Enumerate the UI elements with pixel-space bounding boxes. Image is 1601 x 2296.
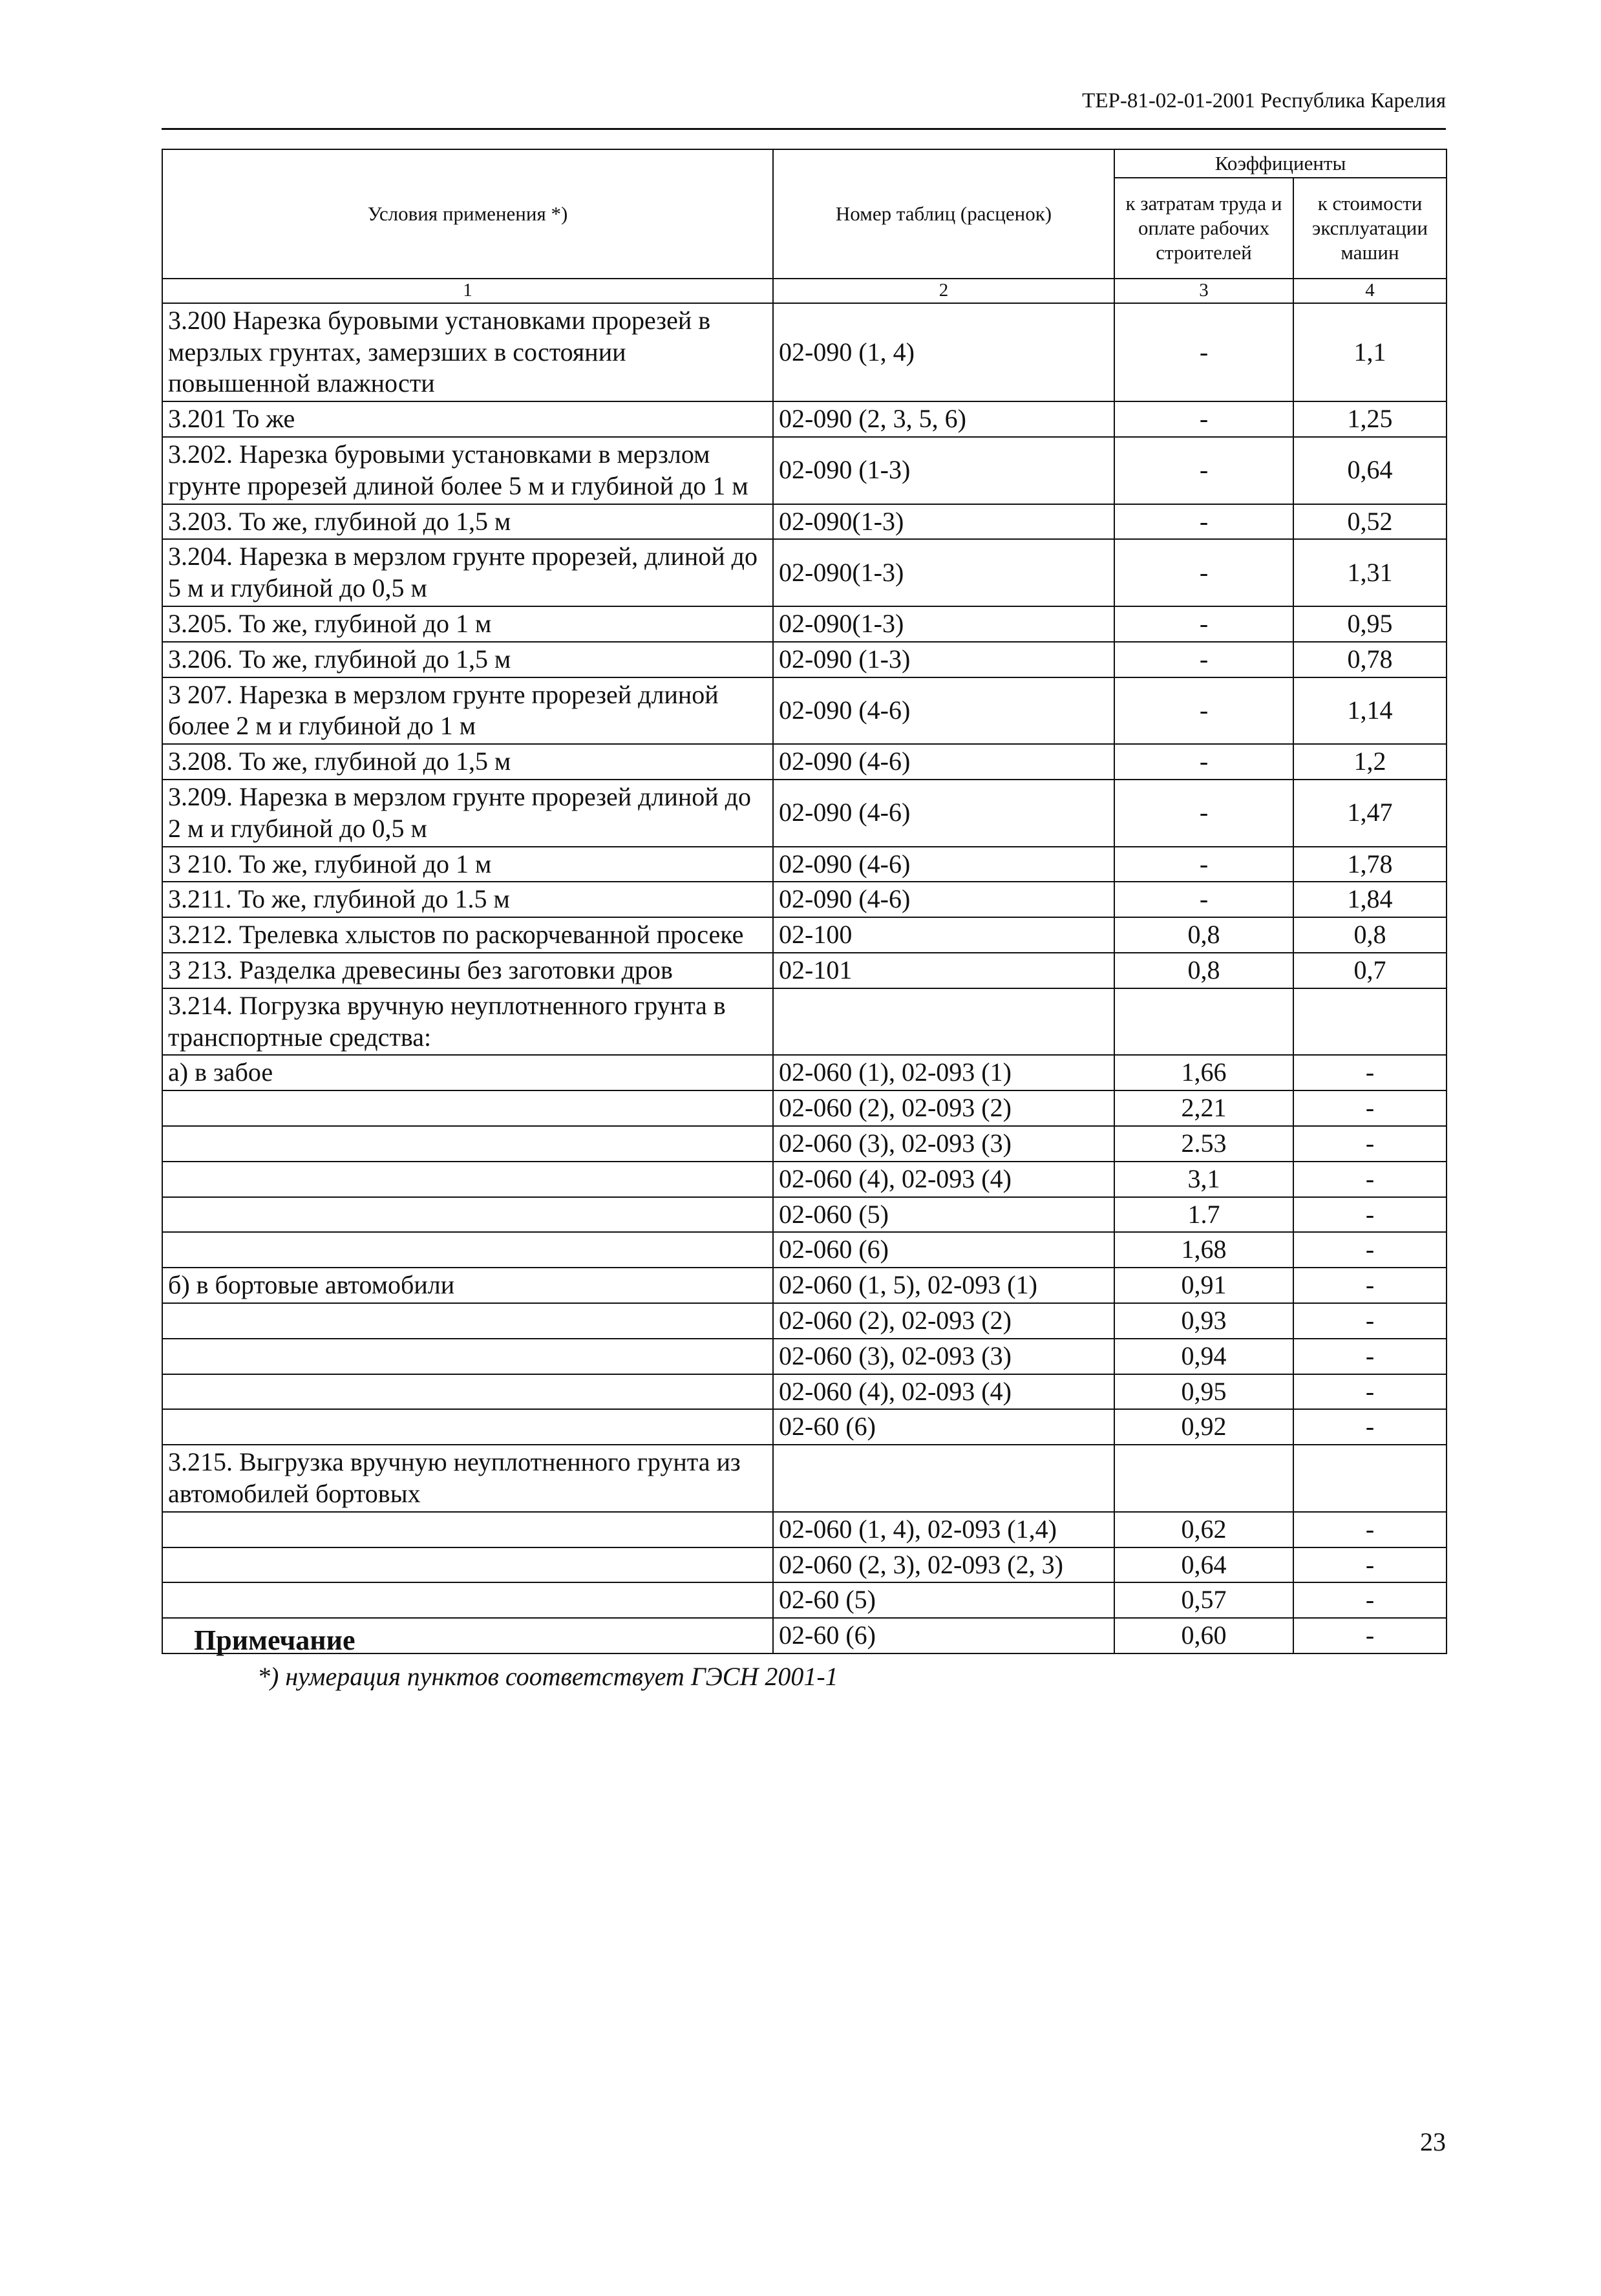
labor-coef-cell: 0,95 (1114, 1374, 1293, 1410)
condition-cell (162, 1197, 773, 1233)
table-ref-cell: 02-090 (4-6) (773, 847, 1114, 882)
labor-coef-cell: - (1114, 847, 1293, 882)
machine-coef-cell: - (1293, 1547, 1447, 1583)
table-ref-cell (773, 1445, 1114, 1512)
condition-cell (162, 1547, 773, 1583)
condition-cell: а) в забое (162, 1055, 773, 1090)
document-code: ТЕР-81-02-01-2001 Республика Карелия (1082, 89, 1446, 112)
machine-coef-cell: - (1293, 1303, 1447, 1339)
labor-coef-cell: - (1114, 504, 1293, 540)
condition-cell: 3.209. Нарезка в мерзлом грунте прорезей длиной до 2 м и глубиной до 0,5 м (162, 780, 773, 847)
table-row (162, 401, 1447, 437)
note-title: Примечание (194, 1624, 355, 1656)
condition-cell (162, 1582, 773, 1618)
condition-cell: 3.211. То же, глубиной до 1.5 м (162, 882, 773, 917)
col-number: 1 (162, 279, 773, 303)
table-row (162, 744, 1447, 780)
condition-cell: 3.203. То же, глубиной до 1,5 м (162, 504, 773, 540)
machine-coef-cell: - (1293, 1582, 1447, 1618)
table-row (162, 1197, 1447, 1233)
condition-cell: 3.214. Погрузка вручную неуплотненного грунта в транспортные средства: (162, 988, 773, 1056)
table-row (162, 953, 1447, 988)
table-ref-cell: 02-060 (1), 02-093 (1) (773, 1055, 1114, 1090)
labor-coef-cell: 2.53 (1114, 1126, 1293, 1162)
machine-coef-cell: - (1293, 1339, 1447, 1374)
table-ref-cell (773, 988, 1114, 1056)
table-ref-cell: 02-060 (2), 02-093 (2) (773, 1303, 1114, 1339)
labor-coef-cell: - (1114, 303, 1293, 401)
machine-coef-cell: 0,95 (1293, 606, 1447, 642)
coefficients-table (162, 149, 1447, 1654)
table-row (162, 1512, 1447, 1547)
table-row (162, 1339, 1447, 1374)
machine-coef-cell: - (1293, 1618, 1447, 1653)
table-row (162, 1126, 1447, 1162)
table-ref-cell: 02-090 (1-3) (773, 642, 1114, 677)
labor-coef-cell: - (1114, 401, 1293, 437)
machine-coef-cell: 0,8 (1293, 917, 1447, 953)
table-row (162, 1162, 1447, 1197)
labor-coef-cell: 0,93 (1114, 1303, 1293, 1339)
condition-cell (162, 1339, 773, 1374)
machine-coef-cell: - (1293, 1126, 1447, 1162)
table-ref-cell: 02-090 (4-6) (773, 744, 1114, 780)
table-ref-cell: 02-090 (4-6) (773, 677, 1114, 745)
machine-coef-cell: 1,1 (1293, 303, 1447, 401)
machine-coef-cell: 1,31 (1293, 539, 1447, 606)
header-rule (162, 128, 1446, 130)
page-number: 23 (1420, 2127, 1446, 2156)
table-ref-cell: 02-090(1-3) (773, 504, 1114, 540)
condition-cell (162, 1162, 773, 1197)
table-row (162, 1055, 1447, 1090)
condition-cell: 3.205. То же, глубиной до 1 м (162, 606, 773, 642)
condition-cell: 3 207. Нарезка в мерзлом грунте прорезей длиной более 2 м и глубиной до 1 м (162, 677, 773, 745)
table-ref-cell: 02-060 (4), 02-093 (4) (773, 1162, 1114, 1197)
machine-coef-cell: 0,52 (1293, 504, 1447, 540)
table-ref-cell: 02-060 (6) (773, 1232, 1114, 1268)
table-ref-cell: 02-060 (3), 02-093 (3) (773, 1126, 1114, 1162)
table-row (162, 1232, 1447, 1268)
table-row (162, 1090, 1447, 1126)
machine-coef-cell: 1,14 (1293, 677, 1447, 745)
col-number: 4 (1293, 279, 1447, 303)
labor-coef-cell: 1,66 (1114, 1055, 1293, 1090)
col3-header: к затратам труда и оплате рабочих строителей (1114, 178, 1293, 279)
machine-coef-cell: 0,78 (1293, 642, 1447, 677)
table-row (162, 1547, 1447, 1583)
col1-header: Условия применения *) (162, 149, 773, 279)
machine-coef-cell: 1,78 (1293, 847, 1447, 882)
table-ref-cell: 02-60 (6) (773, 1618, 1114, 1653)
table-body (162, 303, 1447, 1653)
note-text: *) нумерация пунктов соответствует ГЭСН 2001-1 (257, 1662, 838, 1691)
machine-coef-cell: - (1293, 1268, 1447, 1303)
condition-cell: 3 210. То же, глубиной до 1 м (162, 847, 773, 882)
table-ref-cell: 02-090 (1, 4) (773, 303, 1114, 401)
condition-cell (162, 1512, 773, 1547)
condition-cell (162, 1303, 773, 1339)
table-row (162, 882, 1447, 917)
table-ref-cell: 02-090 (4-6) (773, 882, 1114, 917)
condition-cell: 3.201 То же (162, 401, 773, 437)
condition-cell: 3.206. То же, глубиной до 1,5 м (162, 642, 773, 677)
machine-coef-cell: 1,25 (1293, 401, 1447, 437)
labor-coef-cell: 1,68 (1114, 1232, 1293, 1268)
labor-coef-cell: 0,92 (1114, 1409, 1293, 1445)
col4-header: к стоимости эксплуатации машин (1293, 178, 1447, 279)
labor-coef-cell (1114, 988, 1293, 1056)
condition-cell: 3 213. Разделка древесины без заготовки дров (162, 953, 773, 988)
labor-coef-cell: 3,1 (1114, 1162, 1293, 1197)
condition-cell: 3.212. Трелевка хлыстов по раскорчеванной просеке (162, 917, 773, 953)
labor-coef-cell: - (1114, 437, 1293, 504)
table-row (162, 847, 1447, 882)
labor-coef-cell: - (1114, 882, 1293, 917)
labor-coef-cell: 0,60 (1114, 1618, 1293, 1653)
table-ref-cell: 02-060 (2), 02-093 (2) (773, 1090, 1114, 1126)
table-ref-cell: 02-060 (5) (773, 1197, 1114, 1233)
col-number: 2 (773, 279, 1114, 303)
condition-cell: 3.200 Нарезка буровыми установками прорезей в мерзлых грунтах, замерзших в состоянии повышенной влажности (162, 303, 773, 401)
labor-coef-cell: - (1114, 744, 1293, 780)
machine-coef-cell (1293, 988, 1447, 1056)
col-number: 3 (1114, 279, 1293, 303)
labor-coef-cell: 0,64 (1114, 1547, 1293, 1583)
machine-coef-cell: 1,84 (1293, 882, 1447, 917)
table-ref-cell: 02-090(1-3) (773, 606, 1114, 642)
table-ref-cell: 02-100 (773, 917, 1114, 953)
table-row (162, 504, 1447, 540)
table-row (162, 1374, 1447, 1410)
machine-coef-cell: - (1293, 1055, 1447, 1090)
labor-coef-cell: 2,21 (1114, 1090, 1293, 1126)
table-row (162, 988, 1447, 1056)
condition-cell: 3.204. Нарезка в мерзлом грунте прорезей, длиной до 5 м и глубиной до 0,5 м (162, 539, 773, 606)
condition-cell (162, 1090, 773, 1126)
table-row (162, 1409, 1447, 1445)
labor-coef-cell: - (1114, 606, 1293, 642)
table-row (162, 1303, 1447, 1339)
labor-coef-cell: - (1114, 780, 1293, 847)
table-row (162, 1445, 1447, 1512)
machine-coef-cell: 0,7 (1293, 953, 1447, 988)
machine-coef-cell (1293, 1445, 1447, 1512)
table-ref-cell: 02-60 (5) (773, 1582, 1114, 1618)
machine-coef-cell: - (1293, 1090, 1447, 1126)
table-ref-cell: 02-060 (1, 5), 02-093 (1) (773, 1268, 1114, 1303)
labor-coef-cell: - (1114, 642, 1293, 677)
labor-coef-cell (1114, 1445, 1293, 1512)
condition-cell (162, 1126, 773, 1162)
table-row (162, 606, 1447, 642)
condition-cell: б) в бортовые автомобили (162, 1268, 773, 1303)
machine-coef-cell: 1,2 (1293, 744, 1447, 780)
labor-coef-cell: 1.7 (1114, 1197, 1293, 1233)
labor-coef-cell: 0,62 (1114, 1512, 1293, 1547)
table-ref-cell: 02-060 (2, 3), 02-093 (2, 3) (773, 1547, 1114, 1583)
condition-cell (162, 1374, 773, 1410)
condition-cell (162, 1409, 773, 1445)
table-ref-cell: 02-60 (6) (773, 1409, 1114, 1445)
machine-coef-cell: - (1293, 1512, 1447, 1547)
labor-coef-cell: 0,91 (1114, 1268, 1293, 1303)
labor-coef-cell: 0,57 (1114, 1582, 1293, 1618)
machine-coef-cell: 1,47 (1293, 780, 1447, 847)
machine-coef-cell: - (1293, 1374, 1447, 1410)
table-ref-cell: 02-090(1-3) (773, 539, 1114, 606)
condition-cell (162, 1232, 773, 1268)
machine-coef-cell: 0,64 (1293, 437, 1447, 504)
table-row (162, 437, 1447, 504)
table-row (162, 1582, 1447, 1618)
machine-coef-cell: - (1293, 1409, 1447, 1445)
labor-coef-cell: - (1114, 677, 1293, 745)
condition-cell: 3.202. Нарезка буровыми установками в мерзлом грунте прорезей длиной более 5 м и глубиной до 1 м (162, 437, 773, 504)
table-row (162, 539, 1447, 606)
condition-cell: 3.208. То же, глубиной до 1,5 м (162, 744, 773, 780)
table-ref-cell: 02-060 (4), 02-093 (4) (773, 1374, 1114, 1410)
table-ref-cell: 02-060 (1, 4), 02-093 (1,4) (773, 1512, 1114, 1547)
machine-coef-cell: - (1293, 1232, 1447, 1268)
table-row (162, 917, 1447, 953)
table-ref-cell: 02-060 (3), 02-093 (3) (773, 1339, 1114, 1374)
table-row (162, 303, 1447, 401)
machine-coef-cell: - (1293, 1162, 1447, 1197)
col2-header: Номер таблиц (расценок) (773, 149, 1114, 279)
table-row (162, 677, 1447, 745)
table-row (162, 780, 1447, 847)
labor-coef-cell: 0,94 (1114, 1339, 1293, 1374)
coefficients-group-header: Коэффициенты (1114, 149, 1447, 178)
labor-coef-cell: 0,8 (1114, 953, 1293, 988)
machine-coef-cell: - (1293, 1197, 1447, 1233)
table-ref-cell: 02-090 (4-6) (773, 780, 1114, 847)
labor-coef-cell: - (1114, 539, 1293, 606)
condition-cell: 3.215. Выгрузка вручную неуплотненного грунта из автомобилей бортовых (162, 1445, 773, 1512)
table-row (162, 642, 1447, 677)
table-row (162, 1268, 1447, 1303)
labor-coef-cell: 0,8 (1114, 917, 1293, 953)
table-ref-cell: 02-101 (773, 953, 1114, 988)
table-ref-cell: 02-090 (2, 3, 5, 6) (773, 401, 1114, 437)
table-ref-cell: 02-090 (1-3) (773, 437, 1114, 504)
